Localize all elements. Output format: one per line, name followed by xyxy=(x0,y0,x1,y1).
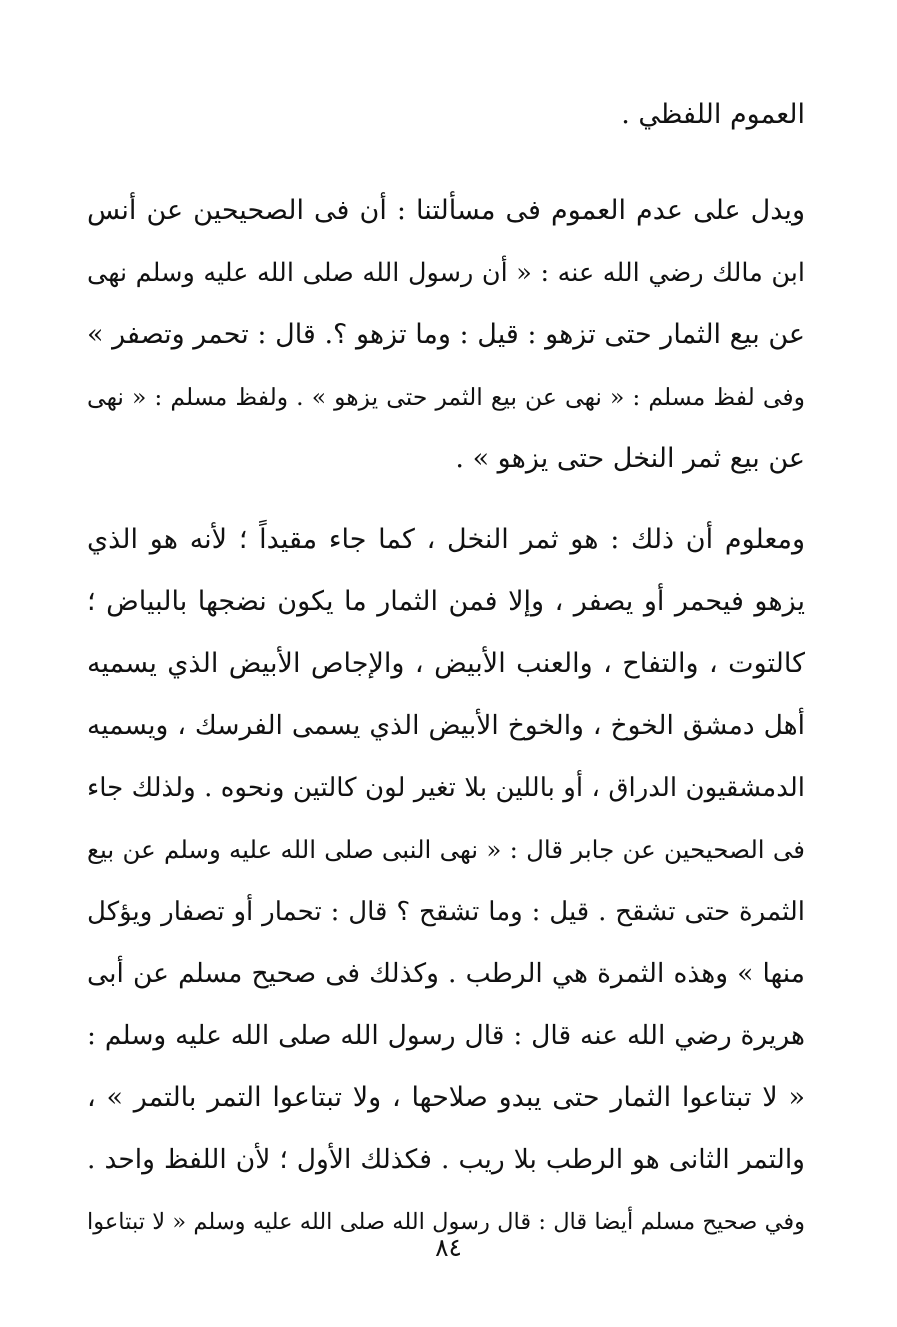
text-line: عن بيع الثمار حتى تزهو : قيل : وما تزهو ؟. قال : تحمر وتصفر » xyxy=(87,319,805,350)
text-line: ابن مالك رضي الله عنه : « أن رسول الله صلى الله عليه وسلم نهى xyxy=(87,258,805,288)
text-line: فى الصحيحين عن جابر قال : « نهى النبى صلى الله عليه وسلم عن بيع xyxy=(87,835,805,864)
text-line: وفى لفظ مسلم : « نهى عن بيع الثمر حتى يزهو » . ولفظ مسلم : « نهى xyxy=(87,383,805,411)
text-line: الثمرة حتى تشقح . قيل : وما تشقح ؟ قال : تحمار أو تصفار ويؤكل xyxy=(87,897,805,927)
text-line: والتمر الثانى هو الرطب بلا ريب . فكذلك الأول ؛ لأن اللفظ واحد . xyxy=(87,1144,805,1175)
text-line: يزهو فيحمر أو يصفر ، وإلا فمن الثمار ما يكون نضجها بالبياض ؛ xyxy=(87,586,805,617)
paragraph-2 xyxy=(87,509,805,1253)
heading-line: العموم اللفظي . xyxy=(621,99,805,130)
text-line: ويدل على عدم العموم فى مسألتنا : أن فى الصحيحين عن أنس xyxy=(87,195,805,226)
paragraph-1 xyxy=(87,180,805,490)
text-line: عن بيع ثمر النخل حتى يزهو » . xyxy=(455,443,805,474)
page-number: ٨٤ xyxy=(435,1233,462,1262)
text-line: أهل دمشق الخوخ ، والخوخ الأبيض الذي يسمى الفرسك ، ويسميه xyxy=(87,710,805,741)
text-line: منها » وهذه الثمرة هي الرطب . وكذلك فى صحيح مسلم عن أبى xyxy=(87,958,805,989)
text-line: وفي صحيح مسلم أيضا قال : قال رسول الله صلى الله عليه وسلم « لا تبتاعوا xyxy=(87,1209,805,1235)
text-line: الدمشقيون الدراق ، أو باللين بلا تغير لون كالتين ونحوه . ولذلك جاء xyxy=(87,773,805,803)
text-line: هريرة رضي الله عنه قال : قال رسول الله صلى الله عليه وسلم : xyxy=(87,1020,805,1051)
text-line: كالتوت ، والتفاح ، والعنب الأبيض ، والإجاص الأبيض الذي يسميه xyxy=(87,648,805,679)
text-line: ومعلوم أن ذلك : هو ثمر النخل ، كما جاء مقيداً ؛ لأنه هو الذي xyxy=(87,524,805,555)
text-line: « لا تبتاعوا الثمار حتى يبدو صلاحها ، ولا تبتاعوا التمر بالتمر » ، xyxy=(87,1082,805,1113)
section-heading xyxy=(87,84,805,146)
